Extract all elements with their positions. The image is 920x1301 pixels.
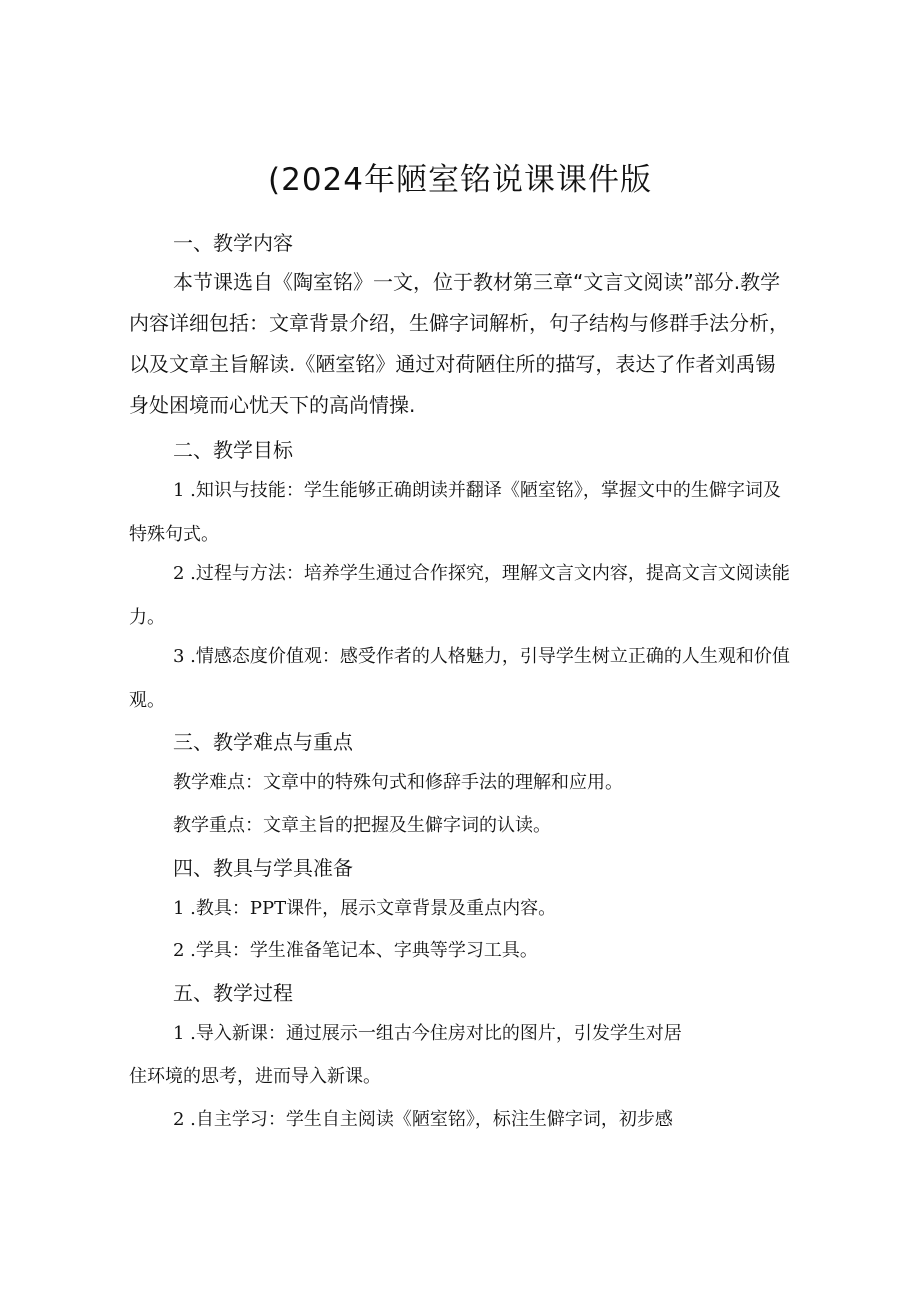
section-heading-goals: 二、教学目标	[173, 438, 293, 462]
page-title: (2024年陋室铭说课课件版	[268, 162, 652, 198]
goal-item-1	[129, 469, 794, 557]
goal-item-3-text: 3 .情感态度价值观：感受作者的人格魅力，引导学生树立正确的人生观和价值观。	[129, 646, 790, 711]
content-paragraph	[129, 262, 794, 426]
goal-item-2-text: 2 .过程与方法：培养学生通过合作探究，理解文言文内容，提高文言文阅读能力。	[129, 563, 790, 628]
goal-item-1-text: 1 .知识与技能：学生能够正确朗读并翻译《陋室铭》，掌握文中的生僻字词及特殊句式。	[129, 480, 781, 545]
difficulty-line: 教学难点：文章中的特殊句式和修辞手法的理解和应用。	[173, 772, 623, 793]
process-item-2-line-1: 2 .自主学习：学生自主阅读《陋室铭》，标注生僻字词，初步感	[173, 1109, 673, 1130]
section-heading-content: 一、教学内容	[173, 231, 293, 255]
section-heading-key-points: 三、教学难点与重点	[173, 730, 353, 754]
goal-item-3	[129, 635, 794, 723]
goal-item-2	[129, 552, 794, 640]
material-item-1: 1 .教具：PPT课件，展示文章背景及重点内容。	[173, 898, 557, 919]
section-heading-process: 五、教学过程	[173, 981, 293, 1005]
process-item-1-line-2: 住环境的思考，进而导入新课。	[129, 1066, 381, 1087]
content-paragraph-text: 本节课选自《陶室铭》一文，位于教材第三章“文言文阅读”部分.教学内容详细包括：文章背景介绍，生僻字词解析，句子结构与修群手法分析，以及文章主旨解读.《陋室铭》通过对荷陋住所的描写，表达了作者刘禹锡身处困境而心忧天下的高尚情操.	[129, 270, 789, 417]
focus-line: 教学重点：文章主旨的把握及生僻字词的认读。	[173, 815, 551, 836]
process-item-1-line-1: 1 .导入新课：通过展示一组古今住房对比的图片，引发学生对居	[173, 1023, 682, 1044]
material-item-2: 2 .学具：学生准备笔记本、字典等学习工具。	[173, 940, 538, 961]
section-heading-materials: 四、教具与学具准备	[173, 856, 353, 880]
